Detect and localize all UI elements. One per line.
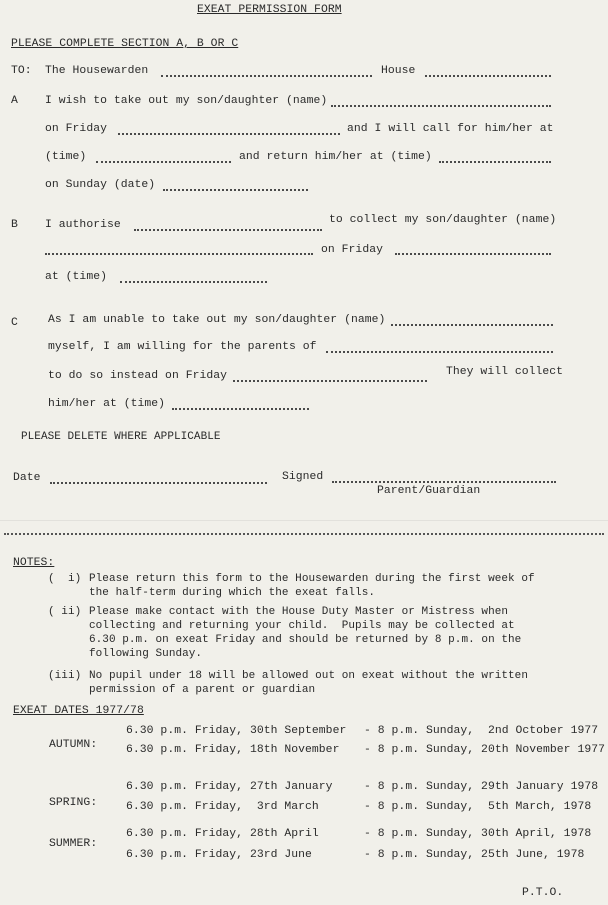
section-b-line1a: I authorise [45,219,121,231]
note-number: ( ii) [48,606,82,618]
date-label: Date [13,472,41,484]
section-c-time-field[interactable] [172,408,309,410]
delete-note: PLEASE DELETE WHERE APPLICABLE [21,431,221,443]
section-c-parents-field[interactable] [326,351,553,353]
note-line: permission of a parent or guardian [89,684,316,696]
exeat-start: 6.30 p.m. Friday, 3rd March [126,801,319,813]
paper-fold [0,520,608,521]
section-a-call-time-field[interactable] [96,161,231,163]
section-a-line3b: and return him/her at (time) [239,151,432,163]
exeat-end: - 8 p.m. Sunday, 25th June, 1978 [364,849,585,861]
section-b-name-field[interactable] [45,253,313,255]
exeat-end: - 8 p.m. Sunday, 20th November 1977 [364,744,605,756]
date-field[interactable] [50,482,267,484]
note-line: the half-term during which the exeat falls. [89,587,375,599]
term-label: SUMMER: [49,838,98,850]
note-number: (iii) [48,670,82,682]
note-line: Please return this form to the Housewarden during the first week of [89,573,535,585]
section-a-friday-field[interactable] [118,133,340,135]
exeat-end: - 8 p.m. Sunday, 2nd October 1977 [364,725,599,737]
notes-heading: NOTES: [13,557,55,569]
signature-field[interactable] [332,481,556,483]
exeat-end: - 8 p.m. Sunday, 29th January 1978 [364,781,599,793]
section-a-line2b: and I will call for him/her at [347,123,554,135]
house-name-field[interactable] [425,75,551,77]
tear-off-line [4,533,604,535]
exeat-start: 6.30 p.m. Friday, 18th November [126,744,340,756]
exeat-start: 6.30 p.m. Friday, 23rd June [126,849,312,861]
section-a-sunday-date-field[interactable] [163,189,308,191]
housewarden-label: The Housewarden [45,65,149,77]
exeat-start: 6.30 p.m. Friday, 28th April [126,828,319,840]
exeat-end: - 8 p.m. Sunday, 30th April, 1978 [364,828,592,840]
section-a-letter: A [11,95,18,107]
housewarden-name-field[interactable] [161,75,372,77]
section-b-line2: on Friday [321,244,383,256]
section-a-name-field[interactable] [331,105,551,107]
section-a-line2a: on Friday [45,123,107,135]
section-b-time-field[interactable] [120,281,267,283]
term-label: SPRING: [49,797,98,809]
term-label: AUTUMN: [49,739,98,751]
note-line: following Sunday. [89,648,203,660]
section-c-friday-field[interactable] [233,380,427,382]
house-label: House [381,65,416,77]
section-b-friday-field[interactable] [395,253,551,255]
signed-label: Signed [282,471,324,483]
exeat-start: 6.30 p.m. Friday, 27th January [126,781,333,793]
section-instruction: PLEASE COMPLETE SECTION A, B OR C [11,38,239,50]
section-a-line3a: (time) [45,151,87,163]
section-a-return-time-field[interactable] [439,161,551,163]
note-number: ( i) [48,573,82,585]
note-line: No pupil under 18 will be allowed out on exeat without the written [89,670,528,682]
section-a-line1: I wish to take out my son/daughter (name) [45,95,328,107]
pto-label: P.T.O. [522,887,564,899]
section-b-line3: at (time) [45,271,107,283]
section-c-line3b: They will collect [446,366,564,378]
section-b-letter: B [11,219,18,231]
exeat-dates-heading: EXEAT DATES 1977/78 [13,705,144,717]
exeat-end: - 8 p.m. Sunday, 5th March, 1978 [364,801,592,813]
form-title: EXEAT PERMISSION FORM [197,4,342,16]
section-c-letter: C [11,317,18,329]
parent-guardian-label: Parent/Guardian [377,485,481,497]
to-label: TO: [11,65,32,77]
section-c-line3a: to do so instead on Friday [48,370,228,382]
note-line: Please make contact with the House Duty Master or Mistress when [89,606,509,618]
section-c-line1: As I am unable to take out my son/daughter (name) [48,314,386,326]
note-line: collecting and returning your child. Pupils may be collected at [89,620,515,632]
section-b-line1b: to collect my son/daughter (name) [329,214,557,226]
section-c-line2: myself, I am willing for the parents of [48,341,317,353]
section-b-authorised-person-field[interactable] [134,229,322,231]
section-a-line4: on Sunday (date) [45,179,156,191]
section-c-name-field[interactable] [391,324,553,326]
note-line: 6.30 p.m. on exeat Friday and should be returned by 8 p.m. on the [89,634,522,646]
exeat-start: 6.30 p.m. Friday, 30th September [126,725,347,737]
section-c-line4: him/her at (time) [48,398,166,410]
